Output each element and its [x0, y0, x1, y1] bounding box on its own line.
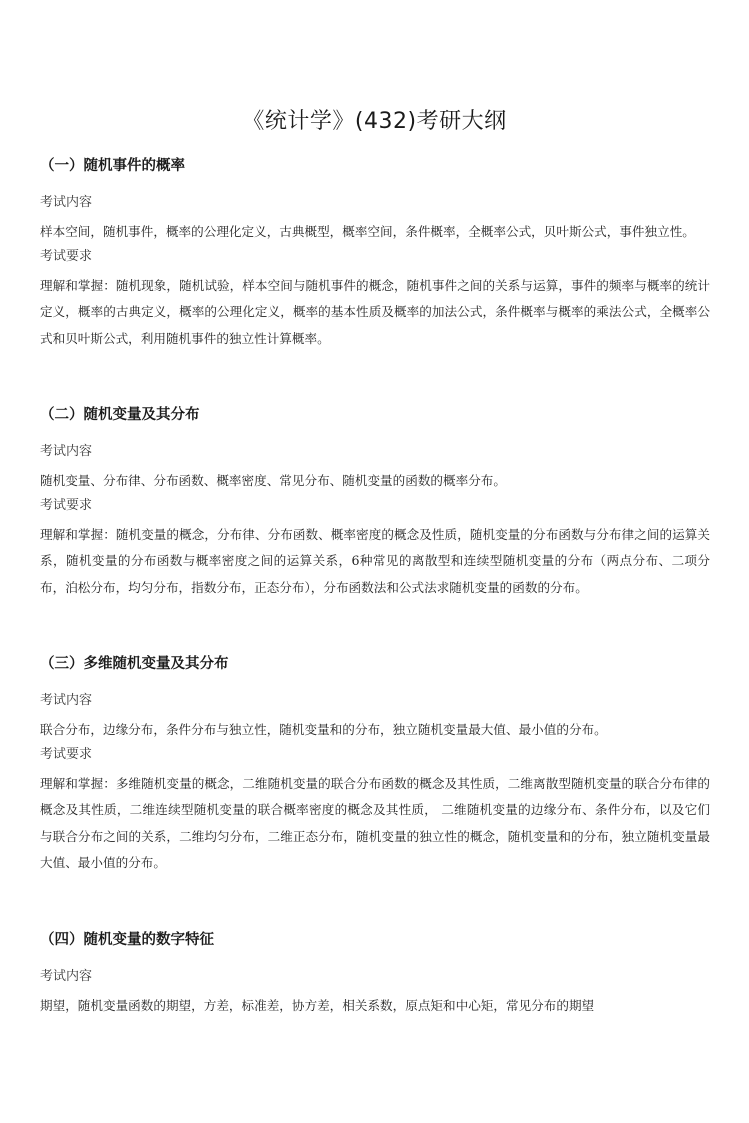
content-label: 考试内容: [40, 444, 93, 459]
requirement-text: 理解和掌握：随机现象，随机试验，样本空间与随机事件的概念，随机事件之间的关系与运算，事件的频率与概率的统计定义，概率的古典定义，概率的公理化定义，概率的基本性质及概率的加法公式，条件概率与概率的乘法公式，全概率公式和贝叶斯公式，利用随机事件的独立性计算概率。: [40, 277, 710, 346]
section-heading: （二）随机变量及其分布: [40, 407, 200, 423]
section-4: [40, 929, 710, 1020]
requirement-label: 考试要求: [40, 497, 93, 513]
section-2: [40, 404, 710, 601]
content-label: 考试内容: [40, 693, 93, 708]
section-heading: （一）随机事件的概率: [40, 158, 185, 174]
section-1: [40, 155, 710, 352]
requirement-text: 理解和掌握：多维随机变量的概念，二维随机变量的联合分布函数的概念及其性质，二维离散型随机变量的联合分布律的概念及其性质，二维连续型随机变量的联合概率密度的概念及其性质， 二维随机变量的边缘分布、条件分布，以及它们与联合分布之间的关系，二维均匀分布，二维正态分布，随机变量的独立性的概念，随机变量和的分布，独立随机变量最大值、最小值的分布。: [40, 775, 710, 870]
content-text: 期望，随机变量函数的期望，方差，标准差，协方差，相关系数，原点矩和中心矩，常见分布的期望: [40, 998, 595, 1013]
section-heading: （四）随机变量的数字特征: [40, 932, 214, 948]
section-3: [40, 653, 710, 877]
content-text: 随机变量、分布律、分布函数、概率密度、常见分布、随机变量的函数的概率分布。: [40, 473, 506, 488]
content-label: 考试内容: [40, 195, 93, 210]
section-heading: （三）多维随机变量及其分布: [40, 656, 229, 672]
content-text: 联合分布，边缘分布，条件分布与独立性，随机变量和的分布，独立随机变量最大值、最小值的分布。: [40, 722, 607, 737]
content-label: 考试内容: [40, 969, 93, 984]
requirement-text: 理解和掌握：随机变量的概念，分布律、分布函数、概率密度的概念及性质，随机变量的分布函数与分布律之间的运算关系，随机变量的分布函数与概率密度之间的运算关系，6种常见的离散型和连续型随机变量的分布（两点分布、二项分布，泊松分布，均匀分布，指数分布，正态分布），分布函数法和公式法求随机变量的函数的分布。: [40, 526, 710, 595]
requirement-label: 考试要求: [40, 248, 93, 264]
content-text: 样本空间，随机事件，概率的公理化定义，古典概型，概率空间，条件概率，全概率公式，贝叶斯公式，事件独立性。: [40, 224, 695, 239]
document-title: 《统计学》(432)考研大纲: [242, 109, 507, 134]
requirement-label: 考试要求: [40, 746, 93, 762]
